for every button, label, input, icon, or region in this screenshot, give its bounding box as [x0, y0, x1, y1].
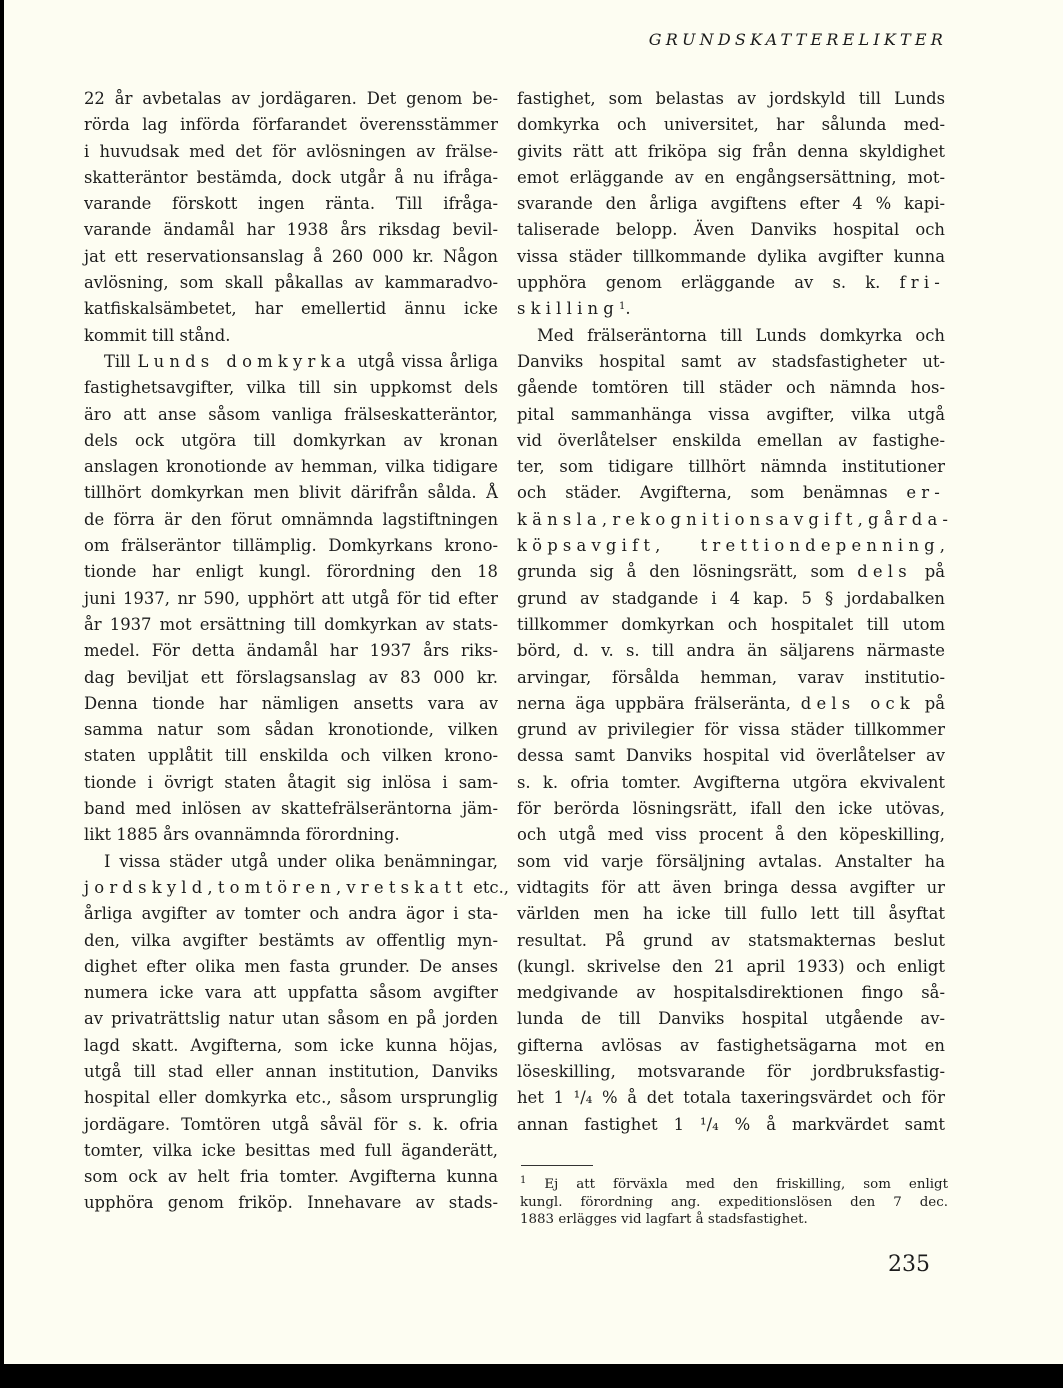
spaced-emphasis: jordskyld: [84, 877, 208, 897]
text-line: [517, 691, 945, 717]
text-line: som vid varje försäljning avtalas. Anstalter ha: [517, 851, 945, 871]
text-line: arvingar, försålda hemman, varav institutio-: [517, 667, 945, 687]
text-line: givits rätt att friköpa sig från denna skyldighet: [517, 141, 945, 161]
spaced-emphasis: vretskatt: [346, 877, 468, 897]
text-line: domkyrka och universitet, har sålunda med-: [517, 115, 945, 135]
text-line: i huvudsak med det för avlösningen av frälse-: [84, 141, 498, 161]
text-line: [517, 296, 945, 322]
text-fragment: grunda sig å den lösningsrätt, som: [517, 562, 858, 582]
text-line: dighet efter olika men fasta grunder. De anses: [84, 956, 498, 976]
text-line: samma natur som sådan kronotionde, vilken: [84, 720, 498, 740]
text-line: staten upplåtit till enskilda och vilken krono-: [84, 746, 498, 766]
text-line: vissa städer tillkommande dylika avgifter kunna: [517, 246, 945, 266]
running-head: GRUNDSKATTERELIKTER: [648, 30, 947, 49]
text-fragment: .: [625, 299, 631, 319]
text-fragment: etc.,: [467, 877, 510, 897]
text-line: 22 år avbetalas av jordägaren. Det genom be-: [84, 89, 498, 108]
text-line: annan fastighet 1 ¹/₄ % å markvärdet samt: [517, 1114, 945, 1134]
text-fragment: ,: [601, 509, 613, 529]
spaced-emphasis: känsla: [517, 509, 602, 529]
text-line: dels ock utgöra till domkyrkan av kronan: [84, 430, 498, 450]
text-line: fastighetsavgifter, vilka till sin uppkomst dels: [84, 378, 498, 398]
text-line: dessa samt Danviks hospital vid överlåtelser av: [517, 746, 945, 766]
text-line: svarande den årliga avgiftens efter 4 % kapi-: [517, 194, 945, 214]
spaced-emphasis: köpsavgift: [517, 536, 656, 556]
text-fragment: Ej att förväxla med den friskilling, som enligt: [544, 1177, 948, 1192]
text-line: [517, 507, 954, 533]
text-line: varande förskott ingen ränta. Till ifråga-: [84, 194, 498, 214]
right-column: [517, 86, 954, 1138]
text-line: band med inlösen av skattefrälseräntorna jäm-: [84, 799, 498, 819]
text-line: Med frälseräntorna till Lunds domkyrka och: [537, 325, 945, 345]
footnote-line: 1883 erlägges vid lagfart å stadsfastighet.: [520, 1212, 808, 1228]
spaced-emphasis: gårda-: [868, 509, 954, 529]
text-line: jordägare. Tomtören utgå såväl för s. k. ofria: [84, 1114, 498, 1134]
text-line: om frälseräntor tillämplig. Domkyrkans krono-: [84, 536, 498, 556]
text-line: av privaträttslig natur utan såsom en på jorden: [84, 1009, 498, 1029]
text-line: [84, 875, 510, 901]
spaced-emphasis: fri-: [899, 273, 945, 293]
text-line: [517, 480, 945, 506]
text-line: I vissa städer utgå under olika benämningar,: [104, 851, 498, 871]
text-line: varande ändamål har 1938 års riksdag bevil-: [84, 220, 498, 240]
text-line: gifterna avlösas av fastighetsägarna mot en: [517, 1035, 945, 1055]
spaced-emphasis: tomtören: [217, 877, 336, 897]
spaced-emphasis: dels: [857, 562, 912, 582]
text-line: fastighet, som belastas av jordskyld till Lunds: [517, 89, 945, 108]
text-line: resultat. På grund av statsmakternas beslut: [517, 930, 945, 950]
text-line: den, vilka avgifter bestämts av offentlig myn-: [84, 930, 498, 950]
text-line: s. k. ofria tomter. Avgifterna utgöra ekvivalent: [517, 772, 945, 792]
spaced-emphasis: skilling: [517, 299, 619, 319]
text-line: numera icke vara att uppfatta såsom avgifter: [84, 983, 498, 1003]
footnote: [520, 1176, 948, 1229]
text-line: årliga avgifter av tomter och andra ägor i sta-: [84, 904, 498, 924]
text-fragment: och städer. Avgifterna, som benämnas: [517, 483, 907, 503]
text-line: anslagen kronotionde av hemman, vilka tidigare: [84, 457, 498, 477]
text-line: löseskilling, motsvarande för jordbruksfastig-: [517, 1061, 945, 1081]
footnote-line: [520, 1176, 948, 1194]
text-line: het 1 ¹/₄ % å det totala taxeringsvärdet och för: [517, 1088, 945, 1108]
text-line: Danviks hospital samt av stadsfastigheter ut-: [517, 351, 945, 371]
text-line: tomter, vilka icke besittas med full äganderätt,: [84, 1140, 498, 1160]
spaced-emphasis: er-: [906, 483, 945, 503]
text-fragment: utgå vissa årliga: [350, 351, 499, 371]
text-line: [517, 559, 945, 585]
text-line: pital sammanhänga vissa avgifter, vilka utgå: [517, 404, 945, 424]
text-line: likt 1885 års ovannämnda förordning.: [84, 825, 400, 845]
text-line: lunda de till Danviks hospital utgående av-: [517, 1009, 945, 1029]
left-column: [84, 86, 510, 1217]
text-line: Denna tionde har nämligen ansetts vara av: [84, 693, 498, 713]
text-line: grund av stadgande i 4 kap. 5 § jordabalken: [517, 588, 945, 608]
text-line: gående tomtören till städer och nämnda hos-: [517, 378, 945, 398]
book-page: [4, 0, 1063, 1364]
text-fragment: på: [911, 562, 945, 582]
text-line: utgå till stad eller annan institution, Danviks: [84, 1061, 498, 1081]
text-line: tillhört domkyrkan men blivit därifrån sålda. Å: [84, 483, 498, 503]
text-fragment: nerna äga uppbära frälseränta,: [517, 693, 801, 713]
text-line: emot erläggande av en engångsersättning, mot-: [517, 167, 945, 187]
text-line: för berörda lösningsrätt, ifall den icke utövas,: [517, 799, 945, 819]
spaced-emphasis: Lunds domkyrka: [137, 351, 351, 371]
text-line: kommit till stånd.: [84, 325, 231, 345]
text-line: [517, 270, 945, 296]
text-line: (kungl. skrivelse den 21 april 1933) och enligt: [517, 956, 945, 976]
text-line: rörda lag införda förfarandet överensstämmer: [84, 115, 498, 135]
text-fragment: ,: [857, 509, 869, 529]
text-line: tionde i övrigt staten åtagit sig inlösa i sam-: [84, 772, 498, 792]
text-line: äro att anse såsom vanliga frälseskatteräntor,: [84, 404, 498, 424]
spaced-emphasis: trettiondepenning: [700, 536, 940, 556]
text-line: avlösning, som skall påkallas av kammaradvo-: [84, 273, 498, 293]
footnote-divider: [521, 1165, 593, 1166]
text-fragment: på: [914, 693, 946, 713]
text-fragment: upphöra genom erläggande av s. k.: [517, 273, 900, 293]
text-line: vidtagits för att även bringa dessa avgifter ur: [517, 877, 945, 897]
text-line: medgivande av hospitalsdirektionen fingo så-: [517, 983, 945, 1003]
text-line: taliserade belopp. Även Danviks hospital och: [517, 220, 945, 240]
text-line: ter, som tidigare tillhört nämnda institutioner: [517, 457, 945, 477]
text-fragment: ,: [207, 877, 218, 897]
spaced-emphasis: rekognitionsavgift: [612, 509, 858, 529]
text-fragment: ,: [655, 536, 701, 556]
text-line: upphöra genom friköp. Innehavare av stads-: [84, 1193, 498, 1213]
text-line: dag beviljat ett förslagsanslag av 83 000 kr.: [84, 667, 498, 687]
text-fragment: Till: [104, 351, 138, 371]
text-fragment: ,: [939, 536, 945, 556]
text-fragment: ,: [336, 877, 347, 897]
footnote-reference[interactable]: 1: [618, 301, 626, 313]
text-line: vid överlåtelser enskilda emellan av fastighe-: [517, 430, 945, 450]
text-line: hospital eller domkyrka etc., såsom ursprunglig: [84, 1088, 498, 1108]
text-line: medel. För detta ändamål har 1937 års riks-: [84, 641, 498, 661]
text-line: börd, d. v. s. till andra än säljarens närmaste: [517, 641, 945, 661]
text-line: år 1937 mot ersättning till domkyrkan av stats-: [84, 614, 498, 634]
text-line: [84, 349, 498, 375]
text-line: som ock av helt fria tomter. Avgifterna kunna: [84, 1167, 498, 1187]
text-line: världen men ha icke till fullo lett till åsyftat: [517, 904, 945, 924]
text-line: juni 1937, nr 590, upphört att utgå för tid efter: [84, 588, 498, 608]
text-line: lagd skatt. Avgifterna, som icke kunna höjas,: [84, 1035, 498, 1055]
footnote-line: kungl. förordning ang. expeditionslösen den 7 dec.: [520, 1194, 948, 1210]
text-line: skatteräntor bestämda, dock utgår å nu ifråga-: [84, 167, 498, 187]
text-line: grund av privilegier för vissa städer tillkommer: [517, 720, 945, 740]
footnote-marker: 1: [520, 1175, 527, 1186]
text-line: och utgå med viss procent å den köpeskilling,: [517, 825, 945, 845]
text-line: tionde har enligt kungl. förordning den 18: [84, 562, 498, 582]
text-line: tillkommer domkyrkan och hospitalet till utom: [517, 614, 945, 634]
text-line: katfiskalsämbetet, har emellertid ännu icke: [84, 299, 498, 319]
text-line: jat ett reservationsanslag å 260 000 kr. Någon: [84, 246, 498, 266]
spaced-emphasis: dels ock: [800, 693, 915, 713]
page-number: 235: [888, 1252, 930, 1277]
text-line: [517, 533, 945, 559]
text-line: de förra är den förut omnämnda lagstiftningen: [84, 509, 498, 529]
